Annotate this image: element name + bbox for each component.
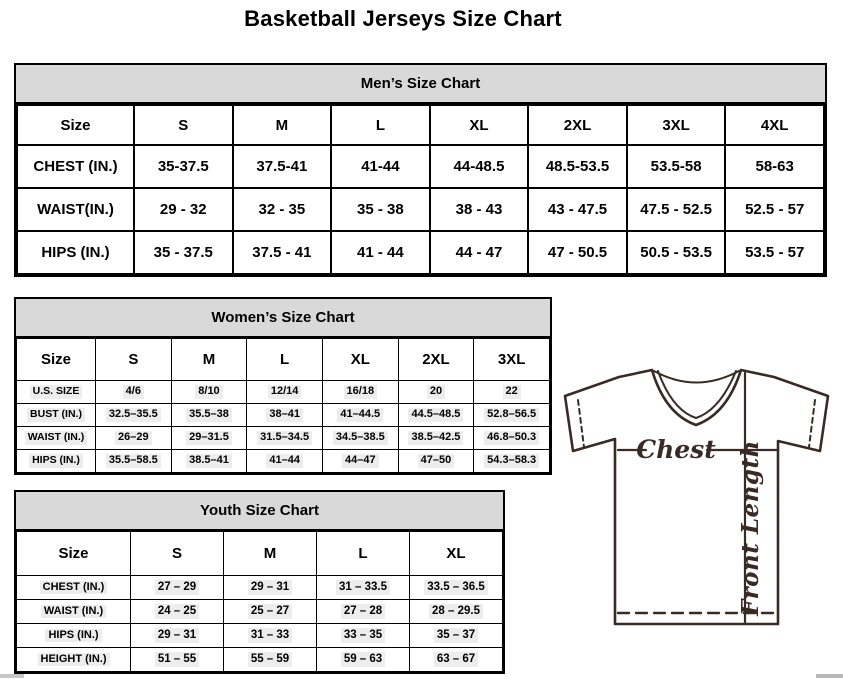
- womens_chart-cell-1-0-text: 32.5–35.5: [106, 408, 161, 422]
- womens_chart-cell-1-0: [96, 404, 172, 427]
- mens-size-table: [16, 104, 825, 275]
- chest-label: Chest: [636, 435, 716, 464]
- horizontal-scrollbar-fragment-right[interactable]: [816, 674, 843, 678]
- womens_chart-cell-1-3: [322, 404, 398, 427]
- womens_chart-cell-2-2: [247, 427, 323, 450]
- womens_chart-column-header-0: Size: [17, 339, 96, 381]
- womens_chart-cell-3-0-text: 35.5–58.5: [106, 454, 161, 468]
- youth_chart-cell-0-2-text: 31 – 33.5: [336, 580, 390, 594]
- youth_chart-cell-0-1: [224, 576, 317, 600]
- youth_chart-cell-0-3: [410, 576, 503, 600]
- mens_chart-cell-2-2: 41 - 44: [331, 231, 430, 274]
- youth_chart-cell-1-0: [131, 600, 224, 624]
- youth-size-table: [16, 531, 503, 672]
- womens_chart-header-row: [17, 339, 550, 381]
- womens_chart-cell-0-2: [247, 381, 323, 404]
- womens_chart-row-label-2-text: WAIST (IN.): [25, 431, 88, 444]
- youth_chart-column-header-1: S: [131, 532, 224, 576]
- youth_chart-cell-3-1-text: 55 – 59: [248, 652, 292, 666]
- mens_chart-cell-0-0: 35-37.5: [134, 145, 233, 188]
- mens_chart-row-label-2: HIPS (IN.): [17, 231, 134, 274]
- mens_chart-cell-1-4: 43 - 47.5: [528, 188, 627, 231]
- youth-size-chart: [14, 490, 505, 674]
- mens_chart-cell-1-1: 32 - 35: [233, 188, 332, 231]
- youth_chart-column-header-0: Size: [17, 532, 131, 576]
- youth_chart-cell-3-2-text: 59 – 63: [341, 652, 385, 666]
- womens_chart-row-label-2: [17, 427, 96, 450]
- mens_chart-column-header-1: S: [134, 105, 233, 145]
- youth_chart-row-label-3-text: HEIGHT (IN.): [38, 653, 110, 667]
- womens_chart-column-header-1: S: [96, 339, 172, 381]
- youth_chart-row-label-3: [17, 648, 131, 672]
- mens_chart-cell-2-1: 37.5 - 41: [233, 231, 332, 274]
- womens_chart-cell-0-3: [322, 381, 398, 404]
- mens-size-chart: [14, 63, 827, 277]
- youth_chart-column-header-3: L: [317, 532, 410, 576]
- womens_chart-cell-2-5-text: 46.8–50.3: [484, 431, 539, 445]
- womens_chart-cell-0-0-text: 4/6: [123, 385, 144, 399]
- youth_chart-row-label-1-text: WAIST (IN.): [41, 605, 106, 619]
- youth_chart-cell-1-1-text: 25 – 27: [248, 604, 292, 618]
- womens_chart-cell-2-1-text: 29–31.5: [186, 431, 232, 445]
- womens_chart-cell-1-5-text: 52.8–56.5: [484, 408, 539, 422]
- mens_chart-column-header-6: 3XL: [627, 105, 726, 145]
- womens_chart-cell-2-3: [322, 427, 398, 450]
- youth_chart-row-label-2-text: HIPS (IN.): [45, 629, 101, 643]
- youth_chart-row-3: [17, 648, 503, 672]
- youth_chart-cell-1-3-text: 28 – 29.5: [429, 604, 483, 618]
- youth_chart-cell-2-1-text: 31 – 33: [248, 628, 292, 642]
- mens_chart-cell-0-3: 44-48.5: [430, 145, 529, 188]
- womens_chart-cell-1-2: [247, 404, 323, 427]
- youth_chart-cell-1-3: [410, 600, 503, 624]
- youth_chart-column-header-2: M: [224, 532, 317, 576]
- youth_chart-cell-1-2-text: 27 – 28: [341, 604, 385, 618]
- womens_chart-cell-3-4: [398, 450, 474, 473]
- womens_chart-row-label-3-text: HIPS (IN.): [29, 454, 83, 467]
- youth_chart-row-1: [17, 600, 503, 624]
- womens_chart-cell-3-3: [322, 450, 398, 473]
- youth_chart-cell-2-1: [224, 624, 317, 648]
- womens_chart-cell-3-2-text: 41–44: [266, 454, 303, 468]
- womens_chart-cell-3-1-text: 38.5–41: [186, 454, 232, 468]
- mens-chart-title: Men’s Size Chart: [16, 65, 825, 104]
- youth_chart-cell-1-2: [317, 600, 410, 624]
- womens_chart-row-label-0-text: U.S. SIZE: [30, 385, 83, 398]
- youth_chart-cell-2-3: [410, 624, 503, 648]
- youth_chart-column-header-4: XL: [410, 532, 503, 576]
- womens_chart-column-header-3: L: [247, 339, 323, 381]
- womens_chart-cell-2-0-text: 26–29: [115, 431, 152, 445]
- mens_chart-column-header-0: Size: [17, 105, 134, 145]
- womens_chart-cell-2-2-text: 31.5–34.5: [257, 431, 312, 445]
- mens_chart-column-header-4: XL: [430, 105, 529, 145]
- mens_chart-row-label-0: CHEST (IN.): [17, 145, 134, 188]
- womens_chart-column-header-2: M: [171, 339, 247, 381]
- mens_chart-row-1: [17, 188, 824, 231]
- womens_chart-cell-2-5: [474, 427, 550, 450]
- womens-size-table: [16, 338, 550, 473]
- womens_chart-row-label-0: [17, 381, 96, 404]
- mens_chart-cell-2-6: 53.5 - 57: [725, 231, 824, 274]
- womens_chart-cell-2-0: [96, 427, 172, 450]
- womens_chart-cell-3-5: [474, 450, 550, 473]
- youth_chart-cell-1-1: [224, 600, 317, 624]
- womens_chart-cell-1-4-text: 44.5–48.5: [408, 408, 463, 422]
- youth_chart-cell-3-1: [224, 648, 317, 672]
- youth_chart-cell-3-3-text: 63 – 67: [434, 652, 478, 666]
- mens_chart-cell-1-2: 35 - 38: [331, 188, 430, 231]
- womens_chart-cell-0-5: [474, 381, 550, 404]
- youth_chart-cell-1-0-text: 24 – 25: [155, 604, 199, 618]
- womens_chart-cell-2-3-text: 34.5–38.5: [333, 431, 388, 445]
- mens_chart-cell-1-0: 29 - 32: [134, 188, 233, 231]
- mens_chart-cell-1-6: 52.5 - 57: [725, 188, 824, 231]
- mens_chart-column-header-5: 2XL: [528, 105, 627, 145]
- womens_chart-cell-0-0: [96, 381, 172, 404]
- mens_chart-cell-2-5: 50.5 - 53.5: [627, 231, 726, 274]
- youth_chart-cell-3-2: [317, 648, 410, 672]
- mens_chart-column-header-3: L: [331, 105, 430, 145]
- womens_chart-cell-0-5-text: 22: [503, 385, 521, 399]
- womens_chart-cell-3-2: [247, 450, 323, 473]
- youth_chart-cell-2-0-text: 29 – 31: [155, 628, 199, 642]
- womens_chart-cell-1-4: [398, 404, 474, 427]
- womens_chart-cell-2-1: [171, 427, 247, 450]
- youth_chart-cell-2-2: [317, 624, 410, 648]
- mens_chart-cell-0-6: 58-63: [725, 145, 824, 188]
- youth_chart-row-label-0: [17, 576, 131, 600]
- womens_chart-cell-0-2-text: 12/14: [268, 385, 302, 399]
- womens_chart-row-0: [17, 381, 550, 404]
- womens_chart-cell-3-0: [96, 450, 172, 473]
- mens_chart-cell-2-4: 47 - 50.5: [528, 231, 627, 274]
- womens_chart-row-label-3: [17, 450, 96, 473]
- youth_chart-cell-0-2: [317, 576, 410, 600]
- womens_chart-cell-3-5-text: 54.3–58.3: [484, 454, 539, 468]
- womens-chart-title: Women’s Size Chart: [16, 299, 550, 338]
- womens_chart-cell-3-4-text: 47–50: [418, 454, 455, 468]
- mens_chart-header-row: [17, 105, 824, 145]
- youth_chart-cell-0-0: [131, 576, 224, 600]
- womens_chart-cell-1-5: [474, 404, 550, 427]
- youth_chart-cell-0-0-text: 27 – 29: [155, 580, 199, 594]
- mens_chart-cell-0-2: 41-44: [331, 145, 430, 188]
- womens_chart-row-label-1-text: BUST (IN.): [27, 408, 85, 421]
- mens_chart-cell-0-5: 53.5-58: [627, 145, 726, 188]
- youth_chart-header-row: [17, 532, 503, 576]
- youth-chart-title: Youth Size Chart: [16, 492, 503, 531]
- mens_chart-cell-1-5: 47.5 - 52.5: [627, 188, 726, 231]
- jersey-measurement-diagram: [555, 358, 843, 670]
- youth_chart-cell-0-1-text: 29 – 31: [248, 580, 292, 594]
- womens_chart-cell-0-4-text: 20: [427, 385, 445, 399]
- womens_chart-cell-1-2-text: 38–41: [266, 408, 303, 422]
- womens_chart-cell-2-4: [398, 427, 474, 450]
- womens_chart-row-3: [17, 450, 550, 473]
- womens-size-chart: [14, 297, 552, 475]
- womens_chart-cell-0-4: [398, 381, 474, 404]
- youth_chart-cell-3-0-text: 51 – 55: [155, 652, 199, 666]
- youth_chart-row-label-2: [17, 624, 131, 648]
- mens_chart-row-label-1: WAIST(IN.): [17, 188, 134, 231]
- front-length-label: Front Length: [737, 440, 764, 616]
- womens_chart-cell-0-1: [171, 381, 247, 404]
- womens_chart-row-2: [17, 427, 550, 450]
- womens_chart-column-header-6: 3XL: [474, 339, 550, 381]
- womens_chart-cell-1-1: [171, 404, 247, 427]
- womens_chart-cell-3-3-text: 44–47: [342, 454, 379, 468]
- youth_chart-row-label-1: [17, 600, 131, 624]
- womens_chart-cell-0-1-text: 8/10: [195, 385, 222, 399]
- youth_chart-cell-2-3-text: 35 – 37: [434, 628, 478, 642]
- youth_chart-cell-3-0: [131, 648, 224, 672]
- youth_chart-cell-0-3-text: 33.5 – 36.5: [424, 580, 488, 594]
- womens_chart-cell-3-1: [171, 450, 247, 473]
- mens_chart-cell-0-4: 48.5-53.5: [528, 145, 627, 188]
- mens_chart-cell-0-1: 37.5-41: [233, 145, 332, 188]
- youth_chart-cell-2-2-text: 33 – 35: [341, 628, 385, 642]
- womens_chart-row-1: [17, 404, 550, 427]
- mens_chart-column-header-2: M: [233, 105, 332, 145]
- womens_chart-cell-1-3-text: 41–44.5: [337, 408, 383, 422]
- horizontal-scrollbar-fragment-left[interactable]: [0, 674, 24, 678]
- mens_chart-cell-2-3: 44 - 47: [430, 231, 529, 274]
- mens_chart-column-header-7: 4XL: [725, 105, 824, 145]
- youth_chart-cell-2-0: [131, 624, 224, 648]
- womens_chart-column-header-4: XL: [322, 339, 398, 381]
- jersey-outline: [565, 370, 828, 624]
- youth_chart-row-2: [17, 624, 503, 648]
- womens_chart-cell-2-4-text: 38.5–42.5: [408, 431, 463, 445]
- mens_chart-row-2: [17, 231, 824, 274]
- youth_chart-cell-3-3: [410, 648, 503, 672]
- womens_chart-cell-0-3-text: 16/18: [344, 385, 378, 399]
- womens_chart-column-header-5: 2XL: [398, 339, 474, 381]
- youth_chart-row-label-0-text: CHEST (IN.): [40, 581, 108, 595]
- womens_chart-row-label-1: [17, 404, 96, 427]
- mens_chart-cell-2-0: 35 - 37.5: [134, 231, 233, 274]
- youth_chart-row-0: [17, 576, 503, 600]
- mens_chart-row-0: [17, 145, 824, 188]
- jersey-collar-line: [654, 371, 739, 383]
- page-title: Basketball Jerseys Size Chart: [244, 6, 562, 31]
- mens_chart-cell-1-3: 38 - 43: [430, 188, 529, 231]
- womens_chart-cell-1-1-text: 35.5–38: [186, 408, 232, 422]
